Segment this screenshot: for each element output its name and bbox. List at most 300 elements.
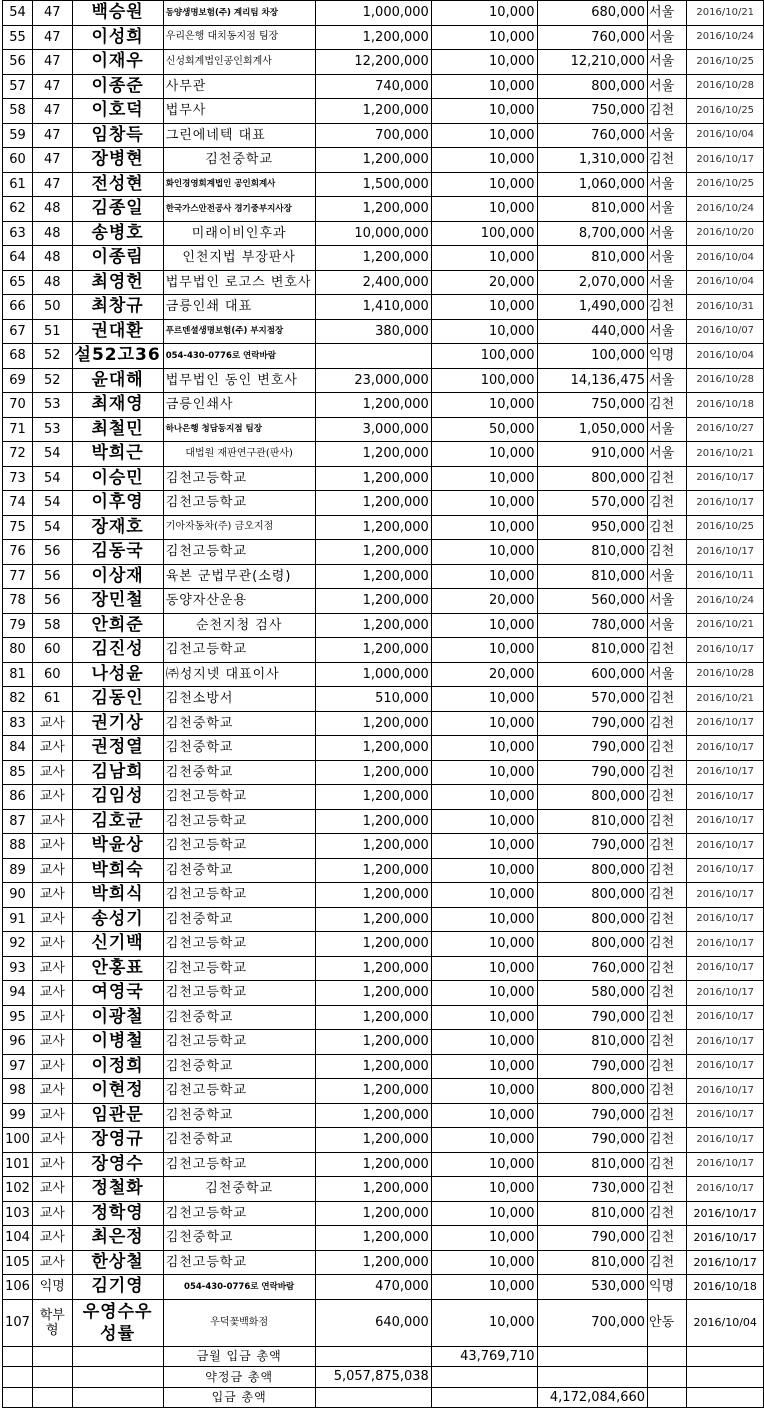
donor-rows bbox=[3, 1, 764, 1347]
cell-affiliation: 푸르덴셜생명보험(주) 부지점장 bbox=[163, 319, 315, 344]
cell-monthly-amount: 10,000 bbox=[431, 883, 537, 908]
cell-date: 2016/10/27 bbox=[687, 417, 764, 442]
cell-name: 이광철 bbox=[72, 1005, 163, 1030]
cell-date: 2016/10/17 bbox=[687, 809, 764, 834]
cell-pledge-amount: 1,200,000 bbox=[315, 246, 431, 271]
cell-paid-total: 810,000 bbox=[537, 809, 647, 834]
cell-class: 교사 bbox=[32, 760, 72, 785]
cell-class: 48 bbox=[32, 221, 72, 246]
cell-monthly-amount: 10,000 bbox=[431, 932, 537, 957]
cell-region: 김천 bbox=[648, 1079, 687, 1104]
cell-affiliation: 우리은행 대치동지점 팀장 bbox=[163, 25, 315, 50]
cell-affiliation: 김천고등학교 bbox=[163, 834, 315, 859]
cell-pledge-amount: 23,000,000 bbox=[315, 368, 431, 393]
cell-date: 2016/10/24 bbox=[687, 25, 764, 50]
cell-paid-total: 1,490,000 bbox=[537, 295, 647, 320]
cell-region: 김천 bbox=[648, 466, 687, 491]
cell-name: 이상재 bbox=[72, 564, 163, 589]
cell-region: 김천 bbox=[648, 809, 687, 834]
cell-pledge-amount: 1,200,000 bbox=[315, 25, 431, 50]
table-row bbox=[3, 662, 764, 687]
cell-class: 60 bbox=[32, 638, 72, 663]
cell-pledge-amount: 1,200,000 bbox=[315, 491, 431, 516]
cell-name: 이종준 bbox=[72, 74, 163, 99]
cell-number: 68 bbox=[3, 344, 33, 369]
cell-pledge-amount: 640,000 bbox=[315, 1299, 431, 1346]
cell-date: 2016/10/17 bbox=[687, 1005, 764, 1030]
cell-region: 서울 bbox=[648, 25, 687, 50]
cell-date: 2016/10/21 bbox=[687, 1, 764, 26]
cell-class: 교사 bbox=[32, 981, 72, 1006]
table-row bbox=[3, 1079, 764, 1104]
cell-pledge-amount: 1,200,000 bbox=[315, 1152, 431, 1177]
cell-paid-total: 800,000 bbox=[537, 1079, 647, 1104]
cell-date: 2016/10/20 bbox=[687, 221, 764, 246]
cell-class: 교사 bbox=[32, 1177, 72, 1202]
cell-monthly-amount: 10,000 bbox=[431, 99, 537, 124]
cell-paid-total: 800,000 bbox=[537, 883, 647, 908]
cell-monthly-amount: 10,000 bbox=[431, 25, 537, 50]
cell-region: 김천 bbox=[648, 956, 687, 981]
cell-class: 61 bbox=[32, 687, 72, 712]
cell-monthly-amount: 10,000 bbox=[431, 1103, 537, 1128]
cell-paid-total: 800,000 bbox=[537, 785, 647, 810]
cell-paid-total: 950,000 bbox=[537, 515, 647, 540]
cell-class: 48 bbox=[32, 197, 72, 222]
cell-name: 우영수우성률 bbox=[72, 1299, 163, 1346]
cell-paid-total: 580,000 bbox=[537, 981, 647, 1006]
cell-name: 이성희 bbox=[72, 25, 163, 50]
cell-number: 92 bbox=[3, 932, 33, 957]
monthly-total-label: 금월 입금 총액 bbox=[163, 1346, 315, 1367]
cell-paid-total: 730,000 bbox=[537, 1177, 647, 1202]
cell-monthly-amount: 10,000 bbox=[431, 1079, 537, 1104]
cell-paid-total: 810,000 bbox=[537, 1250, 647, 1275]
cell-number: 78 bbox=[3, 589, 33, 614]
cell-region: 서울 bbox=[648, 123, 687, 148]
cell-number: 71 bbox=[3, 417, 33, 442]
cell-number: 72 bbox=[3, 442, 33, 467]
cell-number: 103 bbox=[3, 1201, 33, 1226]
table-row bbox=[3, 638, 764, 663]
cell-class: 교사 bbox=[32, 834, 72, 859]
cell-number: 80 bbox=[3, 638, 33, 663]
cell-class: 47 bbox=[32, 74, 72, 99]
cell-date: 2016/10/17 bbox=[687, 1103, 764, 1128]
table-row bbox=[3, 99, 764, 124]
cell-affiliation: 김천중학교 bbox=[163, 907, 315, 932]
cell-affiliation: 김천고등학교 bbox=[163, 1079, 315, 1104]
cell-paid-total: 790,000 bbox=[537, 1226, 647, 1251]
cell-number: 105 bbox=[3, 1250, 33, 1275]
cell-pledge-amount: 1,410,000 bbox=[315, 295, 431, 320]
cell-number: 65 bbox=[3, 270, 33, 295]
cell-class: 교사 bbox=[32, 1005, 72, 1030]
cell-class: 47 bbox=[32, 123, 72, 148]
cell-class: 교사 bbox=[32, 1030, 72, 1055]
cell-paid-total: 14,136,475 bbox=[537, 368, 647, 393]
cell-monthly-amount: 10,000 bbox=[431, 319, 537, 344]
cell-name: 장영수 bbox=[72, 1152, 163, 1177]
cell-monthly-amount: 10,000 bbox=[431, 1275, 537, 1300]
table-row bbox=[3, 1030, 764, 1055]
cell-pledge-amount: 12,200,000 bbox=[315, 50, 431, 75]
cell-number: 82 bbox=[3, 687, 33, 712]
cell-monthly-amount: 100,000 bbox=[431, 368, 537, 393]
cell-region: 서울 bbox=[648, 613, 687, 638]
cell-name: 최재영 bbox=[72, 393, 163, 418]
cell-monthly-amount: 10,000 bbox=[431, 1030, 537, 1055]
cell-class: 교사 bbox=[32, 1226, 72, 1251]
table-row bbox=[3, 1201, 764, 1226]
cell-region: 김천 bbox=[648, 1054, 687, 1079]
cell-pledge-amount: 1,200,000 bbox=[315, 883, 431, 908]
cell-class: 교사 bbox=[32, 1103, 72, 1128]
cell-class: 교사 bbox=[32, 1250, 72, 1275]
cell-monthly-amount: 100,000 bbox=[431, 221, 537, 246]
cell-date: 2016/10/17 bbox=[687, 785, 764, 810]
table-row bbox=[3, 1177, 764, 1202]
cell-region: 서울 bbox=[648, 50, 687, 75]
cell-date: 2016/10/28 bbox=[687, 368, 764, 393]
cell-affiliation: 법무법인 로고스 변호사 bbox=[163, 270, 315, 295]
cell-name: 김기영 bbox=[72, 1275, 163, 1300]
cell-region: 김천 bbox=[648, 760, 687, 785]
cell-affiliation: 동양생명보험(주) 계리팀 차장 bbox=[163, 1, 315, 26]
cell-paid-total: 1,060,000 bbox=[537, 172, 647, 197]
cell-date: 2016/10/17 bbox=[687, 736, 764, 761]
cell-class: 54 bbox=[32, 491, 72, 516]
cell-date: 2016/10/17 bbox=[687, 1250, 764, 1275]
cell-paid-total: 750,000 bbox=[537, 99, 647, 124]
cell-date: 2016/10/17 bbox=[687, 834, 764, 859]
cell-affiliation: 김천고등학교 bbox=[163, 638, 315, 663]
cell-affiliation: 김천중학교 bbox=[163, 760, 315, 785]
cell-pledge-amount: 3,000,000 bbox=[315, 417, 431, 442]
cell-class: 교사 bbox=[32, 956, 72, 981]
cell-name: 권정열 bbox=[72, 736, 163, 761]
cell-name: 김임성 bbox=[72, 785, 163, 810]
cell-date: 2016/10/25 bbox=[687, 172, 764, 197]
cell-pledge-amount: 1,200,000 bbox=[315, 564, 431, 589]
cell-region: 김천 bbox=[648, 687, 687, 712]
table-row bbox=[3, 981, 764, 1006]
cell-affiliation: 기아자동차(주) 금오지점 bbox=[163, 515, 315, 540]
cell-number: 69 bbox=[3, 368, 33, 393]
cell-name: 안홍표 bbox=[72, 956, 163, 981]
cell-pledge-amount: 1,200,000 bbox=[315, 1201, 431, 1226]
cell-class: 58 bbox=[32, 613, 72, 638]
cell-number: 101 bbox=[3, 1152, 33, 1177]
cell-date: 2016/10/17 bbox=[687, 1079, 764, 1104]
cell-class: 익명 bbox=[32, 1275, 72, 1300]
cell-pledge-amount: 740,000 bbox=[315, 74, 431, 99]
cell-class: 54 bbox=[32, 515, 72, 540]
cell-pledge-amount: 1,200,000 bbox=[315, 956, 431, 981]
cell-pledge-amount: 1,200,000 bbox=[315, 1079, 431, 1104]
cell-date: 2016/10/28 bbox=[687, 662, 764, 687]
cell-number: 61 bbox=[3, 172, 33, 197]
cell-monthly-amount: 10,000 bbox=[431, 172, 537, 197]
cell-name: 김동인 bbox=[72, 687, 163, 712]
summary-row-monthly bbox=[3, 1346, 764, 1367]
cell-number: 81 bbox=[3, 662, 33, 687]
cell-affiliation: 김천중학교 bbox=[163, 1128, 315, 1153]
cell-class: 47 bbox=[32, 50, 72, 75]
cell-number: 63 bbox=[3, 221, 33, 246]
cell-date: 2016/10/18 bbox=[687, 1275, 764, 1300]
cell-monthly-amount: 10,000 bbox=[431, 687, 537, 712]
cell-region: 김천 bbox=[648, 711, 687, 736]
cell-name: 김남희 bbox=[72, 760, 163, 785]
cell-monthly-amount: 10,000 bbox=[431, 858, 537, 883]
cell-monthly-amount: 10,000 bbox=[431, 1299, 537, 1346]
cell-paid-total: 810,000 bbox=[537, 638, 647, 663]
cell-paid-total: 760,000 bbox=[537, 25, 647, 50]
table-row bbox=[3, 246, 764, 271]
cell-date: 2016/10/25 bbox=[687, 515, 764, 540]
cell-monthly-amount: 10,000 bbox=[431, 613, 537, 638]
cell-date: 2016/10/21 bbox=[687, 687, 764, 712]
table-row bbox=[3, 417, 764, 442]
cell-class: 학부형 bbox=[32, 1299, 72, 1346]
cell-date: 2016/10/17 bbox=[687, 148, 764, 173]
cell-number: 64 bbox=[3, 246, 33, 271]
cell-affiliation: 김천고등학교 bbox=[163, 1250, 315, 1275]
cell-region: 김천 bbox=[648, 1177, 687, 1202]
cell-class: 52 bbox=[32, 368, 72, 393]
cell-region: 안동 bbox=[648, 1299, 687, 1346]
cell-name: 이승민 bbox=[72, 466, 163, 491]
cell-number: 79 bbox=[3, 613, 33, 638]
cell-date: 2016/10/17 bbox=[687, 883, 764, 908]
cell-pledge-amount: 470,000 bbox=[315, 1275, 431, 1300]
table-row bbox=[3, 540, 764, 565]
cell-class: 53 bbox=[32, 393, 72, 418]
cell-number: 76 bbox=[3, 540, 33, 565]
cell-region: 김천 bbox=[648, 1152, 687, 1177]
cell-date: 2016/10/17 bbox=[687, 858, 764, 883]
cell-monthly-amount: 10,000 bbox=[431, 1005, 537, 1030]
cell-region: 서울 bbox=[648, 246, 687, 271]
cell-affiliation: 김천중학교 bbox=[163, 711, 315, 736]
cell-paid-total: 790,000 bbox=[537, 1103, 647, 1128]
cell-region: 김천 bbox=[648, 1005, 687, 1030]
cell-paid-total: 810,000 bbox=[537, 564, 647, 589]
cell-date: 2016/10/25 bbox=[687, 99, 764, 124]
table-row bbox=[3, 785, 764, 810]
cell-name: 나성윤 bbox=[72, 662, 163, 687]
cell-affiliation: 법무법인 동인 변호사 bbox=[163, 368, 315, 393]
cell-region: 서울 bbox=[648, 74, 687, 99]
table-row bbox=[3, 613, 764, 638]
cell-class: 47 bbox=[32, 99, 72, 124]
cell-paid-total: 810,000 bbox=[537, 1152, 647, 1177]
cell-monthly-amount: 10,000 bbox=[431, 956, 537, 981]
table-row bbox=[3, 956, 764, 981]
cell-class: 교사 bbox=[32, 883, 72, 908]
cell-date: 2016/10/17 bbox=[687, 981, 764, 1006]
cell-class: 47 bbox=[32, 172, 72, 197]
table-row bbox=[3, 1005, 764, 1030]
cell-monthly-amount: 10,000 bbox=[431, 834, 537, 859]
cell-monthly-amount: 10,000 bbox=[431, 1054, 537, 1079]
cell-affiliation: 화인경영회계법인 공인회계사 bbox=[163, 172, 315, 197]
cell-pledge-amount: 1,200,000 bbox=[315, 1128, 431, 1153]
cell-date: 2016/10/17 bbox=[687, 711, 764, 736]
cell-paid-total: 8,700,000 bbox=[537, 221, 647, 246]
cell-affiliation: 김천중학교 bbox=[163, 1226, 315, 1251]
cell-class: 54 bbox=[32, 466, 72, 491]
cell-class: 교사 bbox=[32, 1128, 72, 1153]
cell-region: 김천 bbox=[648, 834, 687, 859]
cell-monthly-amount: 10,000 bbox=[431, 123, 537, 148]
cell-pledge-amount: 1,200,000 bbox=[315, 834, 431, 859]
cell-paid-total: 910,000 bbox=[537, 442, 647, 467]
table-row bbox=[3, 172, 764, 197]
cell-monthly-amount: 10,000 bbox=[431, 491, 537, 516]
table-row bbox=[3, 711, 764, 736]
cell-paid-total: 810,000 bbox=[537, 1201, 647, 1226]
cell-affiliation: 한국가스안전공사 경기중부지사장 bbox=[163, 197, 315, 222]
cell-paid-total: 800,000 bbox=[537, 932, 647, 957]
cell-paid-total: 790,000 bbox=[537, 711, 647, 736]
cell-monthly-amount: 10,000 bbox=[431, 981, 537, 1006]
cell-name: 송성기 bbox=[72, 907, 163, 932]
table-row bbox=[3, 1226, 764, 1251]
cell-date: 2016/10/17 bbox=[687, 907, 764, 932]
cell-date: 2016/10/21 bbox=[687, 442, 764, 467]
table-row bbox=[3, 809, 764, 834]
cell-number: 91 bbox=[3, 907, 33, 932]
cell-number: 55 bbox=[3, 25, 33, 50]
cell-class: 56 bbox=[32, 589, 72, 614]
table-row bbox=[3, 932, 764, 957]
table-row bbox=[3, 74, 764, 99]
table-row bbox=[3, 564, 764, 589]
cell-pledge-amount: 1,500,000 bbox=[315, 172, 431, 197]
cell-affiliation: 금릉인쇄 대표 bbox=[163, 295, 315, 320]
cell-name: 이호덕 bbox=[72, 99, 163, 124]
cell-paid-total: 790,000 bbox=[537, 834, 647, 859]
cell-paid-total: 12,210,000 bbox=[537, 50, 647, 75]
cell-affiliation: 김천고등학교 bbox=[163, 466, 315, 491]
cell-name: 임창득 bbox=[72, 123, 163, 148]
cell-monthly-amount: 10,000 bbox=[431, 785, 537, 810]
table-row bbox=[3, 123, 764, 148]
cell-date: 2016/10/04 bbox=[687, 1299, 764, 1346]
cell-region: 익명 bbox=[648, 344, 687, 369]
cell-monthly-amount: 10,000 bbox=[431, 393, 537, 418]
cell-affiliation: 김천고등학교 bbox=[163, 981, 315, 1006]
table-row bbox=[3, 442, 764, 467]
cell-affiliation: 054-430-0776로 연락바람 bbox=[163, 344, 315, 369]
cell-name: 이병철 bbox=[72, 1030, 163, 1055]
cell-region: 서울 bbox=[648, 662, 687, 687]
cell-class: 53 bbox=[32, 417, 72, 442]
cell-paid-total: 810,000 bbox=[537, 540, 647, 565]
cell-region: 김천 bbox=[648, 1128, 687, 1153]
cell-class: 교사 bbox=[32, 711, 72, 736]
cell-pledge-amount: 1,200,000 bbox=[315, 540, 431, 565]
cell-class: 교사 bbox=[32, 858, 72, 883]
cell-affiliation: 인천지법 부장판사 bbox=[163, 246, 315, 271]
cell-class: 교사 bbox=[32, 785, 72, 810]
cell-name: 정철화 bbox=[72, 1177, 163, 1202]
cell-region: 김천 bbox=[648, 1226, 687, 1251]
cell-name: 임관문 bbox=[72, 1103, 163, 1128]
cell-pledge-amount: 1,200,000 bbox=[315, 1054, 431, 1079]
cell-affiliation: 김천고등학교 bbox=[163, 809, 315, 834]
cell-number: 54 bbox=[3, 1, 33, 26]
table-row bbox=[3, 834, 764, 859]
cell-number: 88 bbox=[3, 834, 33, 859]
table-row bbox=[3, 1275, 764, 1300]
cell-affiliation: 동양자산운용 bbox=[163, 589, 315, 614]
cell-class: 56 bbox=[32, 540, 72, 565]
cell-number: 74 bbox=[3, 491, 33, 516]
cell-monthly-amount: 20,000 bbox=[431, 589, 537, 614]
cell-name: 김종일 bbox=[72, 197, 163, 222]
table-row bbox=[3, 883, 764, 908]
cell-number: 60 bbox=[3, 148, 33, 173]
cell-name: 윤대해 bbox=[72, 368, 163, 393]
cell-date: 2016/10/17 bbox=[687, 638, 764, 663]
cell-paid-total: 780,000 bbox=[537, 613, 647, 638]
cell-affiliation: 김천중학교 bbox=[163, 1005, 315, 1030]
cell-number: 86 bbox=[3, 785, 33, 810]
cell-date: 2016/10/28 bbox=[687, 74, 764, 99]
cell-region: 김천 bbox=[648, 515, 687, 540]
cell-class: 교사 bbox=[32, 1079, 72, 1104]
cell-monthly-amount: 10,000 bbox=[431, 760, 537, 785]
cell-paid-total: 760,000 bbox=[537, 123, 647, 148]
cell-number: 67 bbox=[3, 319, 33, 344]
cell-monthly-amount: 10,000 bbox=[431, 246, 537, 271]
cell-name: 권대환 bbox=[72, 319, 163, 344]
table-row bbox=[3, 907, 764, 932]
cell-monthly-amount: 10,000 bbox=[431, 1250, 537, 1275]
cell-name: 이재우 bbox=[72, 50, 163, 75]
cell-number: 87 bbox=[3, 809, 33, 834]
table-row bbox=[3, 319, 764, 344]
cell-date: 2016/10/07 bbox=[687, 319, 764, 344]
cell-region: 김천 bbox=[648, 932, 687, 957]
cell-date: 2016/10/21 bbox=[687, 613, 764, 638]
cell-affiliation: 김천중학교 bbox=[163, 1103, 315, 1128]
cell-number: 85 bbox=[3, 760, 33, 785]
cell-monthly-amount: 10,000 bbox=[431, 1152, 537, 1177]
cell-number: 93 bbox=[3, 956, 33, 981]
cell-region: 김천 bbox=[648, 858, 687, 883]
cell-pledge-amount: 1,200,000 bbox=[315, 1226, 431, 1251]
cell-class: 교사 bbox=[32, 932, 72, 957]
cell-date: 2016/10/24 bbox=[687, 589, 764, 614]
cell-number: 66 bbox=[3, 295, 33, 320]
cell-class: 52 bbox=[32, 344, 72, 369]
cell-name: 김호균 bbox=[72, 809, 163, 834]
table-row bbox=[3, 491, 764, 516]
cell-pledge-amount: 1,200,000 bbox=[315, 932, 431, 957]
cell-name: 박희근 bbox=[72, 442, 163, 467]
cell-date: 2016/10/17 bbox=[687, 956, 764, 981]
cell-region: 서울 bbox=[648, 417, 687, 442]
pledge-total-label: 약정금 총액 bbox=[163, 1367, 315, 1388]
cell-name: 최영헌 bbox=[72, 270, 163, 295]
cell-name: 전성현 bbox=[72, 172, 163, 197]
deposit-total-value: 4,172,084,660 bbox=[537, 1387, 647, 1408]
cell-pledge-amount: 1,200,000 bbox=[315, 736, 431, 761]
